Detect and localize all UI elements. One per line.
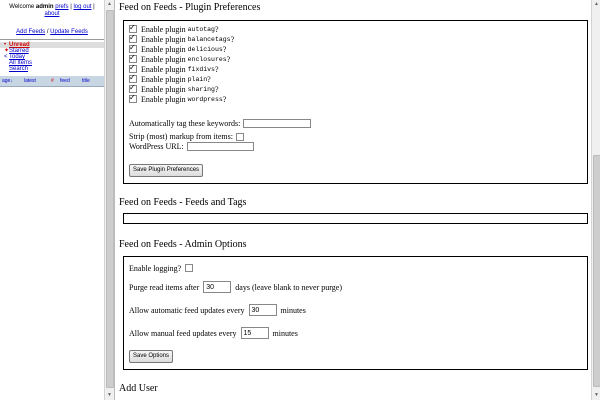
plugin-checkbox[interactable] xyxy=(129,95,137,103)
plugin-row-fixdivs xyxy=(129,64,234,74)
scroll-down-icon[interactable]: ▼ xyxy=(107,393,112,398)
plugin-name: delicious xyxy=(187,45,223,53)
column-feed[interactable]: feed xyxy=(60,78,70,84)
view-list xyxy=(0,42,104,72)
plugin-row-balancetags xyxy=(129,34,234,44)
save-options-button[interactable]: Save Options xyxy=(129,350,173,363)
plugin-name: plain xyxy=(187,75,208,83)
add-user-heading: Add User xyxy=(119,383,158,394)
logout-link[interactable]: log out xyxy=(73,4,92,10)
nav-label[interactable]: All Items xyxy=(9,60,33,66)
star-icon: ✦ xyxy=(4,48,10,54)
purge-row xyxy=(129,281,342,293)
plugin-row-delicious xyxy=(129,44,234,54)
manual-update-label: Allow manual feed updates every xyxy=(129,328,237,338)
manual-update-row xyxy=(129,327,298,339)
update-feeds-link[interactable]: Update Feeds xyxy=(50,29,88,35)
feeds-tags-heading: Feed on Feeds - Feeds and Tags xyxy=(119,197,247,208)
enable-logging-checkbox[interactable] xyxy=(185,264,193,272)
plugin-checkbox[interactable] xyxy=(129,35,137,43)
plugin-prefs-heading: Feed on Feeds - Plugin Preferences xyxy=(119,2,261,13)
sidebar-frame xyxy=(0,0,104,400)
save-plugin-prefs-button[interactable]: Save Plugin Preferences xyxy=(129,164,203,177)
plugin-name: sharing xyxy=(187,85,215,93)
prefs-link[interactable]: prefs xyxy=(55,4,69,10)
plugin-name: enclosures xyxy=(187,55,227,63)
plugin-row-autotag xyxy=(129,24,234,34)
item-list-header xyxy=(0,76,104,87)
plugin-label-prefix: Enable plugin xyxy=(141,34,188,44)
column-title[interactable]: title xyxy=(82,78,90,84)
plugin-checkbox[interactable] xyxy=(129,25,137,33)
plugin-checkbox[interactable] xyxy=(129,75,137,83)
nav-label[interactable]: Search xyxy=(9,66,29,72)
question-mark: ? xyxy=(214,84,219,94)
question-mark: ? xyxy=(214,64,219,74)
plugin-name: autotag xyxy=(187,25,215,33)
question-mark: ? xyxy=(222,44,227,54)
auto-update-suffix: minutes xyxy=(280,305,306,315)
divider xyxy=(0,39,104,40)
plugin-label-prefix: Enable plugin xyxy=(141,64,188,74)
scroll-up-icon[interactable]: ▲ xyxy=(594,2,599,7)
wordpress-url-input[interactable] xyxy=(187,142,254,151)
scroll-thumb[interactable] xyxy=(106,10,114,388)
username: admin xyxy=(35,4,54,10)
welcome-line xyxy=(0,4,104,18)
plugin-label-prefix: Enable plugin xyxy=(141,44,188,54)
question-mark: ? xyxy=(222,94,227,104)
column-age[interactable]: age↓ xyxy=(2,78,13,84)
plugin-label-prefix: Enable plugin xyxy=(141,94,188,104)
autotag-row xyxy=(129,119,311,128)
main-frame xyxy=(115,0,591,400)
plugin-row-plain xyxy=(129,74,234,84)
sidebar-scrollbar[interactable] xyxy=(104,0,114,400)
question-mark: ? xyxy=(214,24,219,34)
wordpress-url-row xyxy=(129,142,254,151)
plugin-checkbox[interactable] xyxy=(129,45,137,53)
enable-logging-label: Enable logging? xyxy=(129,263,182,273)
nav-item-search[interactable] xyxy=(4,66,104,72)
feed-actions xyxy=(0,29,104,35)
autotag-keywords-input[interactable] xyxy=(243,119,311,128)
strip-markup-checkbox[interactable] xyxy=(236,133,244,141)
strip-markup-row xyxy=(129,132,248,141)
plugin-list xyxy=(129,24,234,104)
plugin-checkbox[interactable] xyxy=(129,55,137,63)
nav-label[interactable]: Starred xyxy=(9,48,29,54)
column-latest[interactable]: latest xyxy=(24,78,36,84)
plugin-row-sharing xyxy=(129,84,234,94)
auto-update-label: Allow automatic feed updates every xyxy=(129,305,245,315)
plugin-label-prefix: Enable plugin xyxy=(141,84,188,94)
autotag-label: Automatically tag these keywords: xyxy=(129,119,241,128)
feeds-tags-box xyxy=(123,213,588,224)
plugin-checkbox[interactable] xyxy=(129,85,137,93)
plugin-prefs-form xyxy=(123,20,588,184)
wordpress-url-label: WordPress URL: xyxy=(129,142,184,151)
separator: / xyxy=(45,29,51,35)
admin-options-form xyxy=(123,256,588,370)
plugin-name: wordpress xyxy=(187,95,223,103)
bullet-icon: • xyxy=(4,42,7,48)
question-mark: ? xyxy=(207,74,211,84)
scroll-up-icon[interactable]: ▲ xyxy=(107,2,112,7)
nav-label[interactable]: Today xyxy=(9,54,26,60)
admin-options-heading: Feed on Feeds - Admin Options xyxy=(119,239,247,250)
separator: | xyxy=(91,4,95,10)
purge-suffix: days (leave blank to never purge) xyxy=(235,282,342,292)
plugin-row-enclosures xyxy=(129,54,234,64)
plugin-name: balancetags xyxy=(187,35,231,43)
nav-label[interactable]: Unread xyxy=(9,42,30,48)
question-mark: ? xyxy=(230,34,235,44)
welcome-prefix: Welcome xyxy=(9,4,36,10)
manual-update-suffix: minutes xyxy=(272,328,298,338)
plugin-checkbox[interactable] xyxy=(129,65,137,73)
plugin-label-prefix: Enable plugin xyxy=(141,24,188,34)
scroll-down-icon[interactable]: ▼ xyxy=(594,393,599,398)
scroll-thumb[interactable] xyxy=(593,155,600,387)
arrow-icon: < xyxy=(4,54,8,60)
enable-logging-row xyxy=(129,262,197,274)
plugin-row-wordpress xyxy=(129,94,234,104)
auto-update-minutes-input[interactable]: 30 xyxy=(249,304,277,316)
auto-update-row xyxy=(129,304,306,316)
plugin-label-prefix: Enable plugin xyxy=(141,74,188,84)
question-mark: ? xyxy=(226,54,231,64)
plugin-label-prefix: Enable plugin xyxy=(141,54,188,64)
add-feeds-link[interactable]: Add Feeds xyxy=(16,29,46,35)
strip-markup-label: Strip (most) markup from items: xyxy=(129,132,233,141)
main-scrollbar[interactable] xyxy=(591,0,600,400)
separator: | xyxy=(68,4,74,10)
plugin-name: fixdivs xyxy=(187,65,215,73)
manual-update-minutes-input[interactable]: 15 xyxy=(241,327,269,339)
purge-days-input[interactable]: 30 xyxy=(203,281,231,293)
about-link[interactable]: about xyxy=(44,11,60,17)
purge-label: Purge read items after xyxy=(129,282,200,292)
column-count[interactable]: # xyxy=(51,78,54,84)
